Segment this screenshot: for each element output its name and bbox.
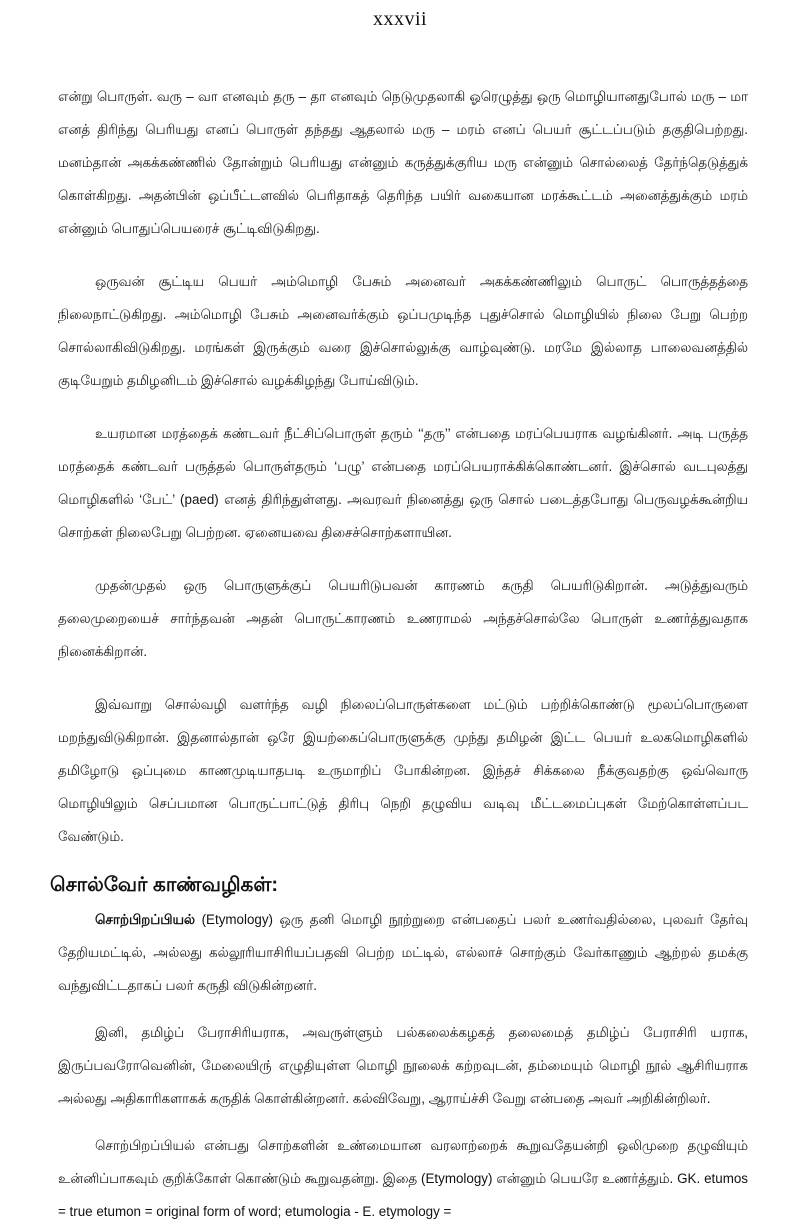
paragraph-3: உயரமான மரத்தைக் கண்டவர் நீட்சிப்பொருள் தரும் ‘‘தரு’’ என்பதை மரப்பெயராக வழங்கினர். அடி பருத்த மரத்தைக் கண்டவர் பருத்தல் பொருள்தரும் ‘பழு’ என்பதை மரப்பெயராக்கிக்கொண்டனர். இச்சொல் வடபுலத்து மொழிகளில் ‘பேட்’ (paed) எனத் திரிந்துள்ளது. அவரவர் நினைத்து ஒரு சொல் படைத்தபோது பெருவழக்கூன்றிய சொற்கள் நிலைபேறு பெற்றன. ஏனையவை திசைச்சொற்களாயின. (58, 426, 748, 540)
section-paragraph-1-text: (Etymology) ஒரு தனி மொழி நூற்றுறை என்பதைப் பலர் உணர்வதில்லை, புலவர் தேர்வு தேறியமட்டில், அல்லது கல்லூரியாசிரியப்பதவி பெற்ற மட்டில், எல்லாச் சொற்கும் வேர்காணும் ஆற்றல் தமக்கு வந்துவிட்டதாகப் பலர் கருதி விடுகின்றனர். (58, 912, 748, 993)
section-paragraph-1 (58, 903, 748, 1002)
paragraph-1: என்று பொருள். வரு – வா எனவும் தரு – தா எனவும் நெடுமுதலாகி ஓரெழுத்து ஒரு மொழியானதுபோல் மரு – மா எனத் திரிந்து பெரியது எனப் பொருள் தந்தது ஆதலால் மரு – மரம் எனப் பெயர் சூட்டப்படும் தகுதிபெற்றது. மனம்தான் அகக்கண்ணில் தோன்றும் பெரியது என்னும் கருத்துக்குரிய மரு என்னும் சொல்லைத் தேர்ந்தெடுத்துக் கொள்கிறது. அதன்பின் ஒப்பீட்டளவில் பெரிதாகத் தெரிந்த பயிர் வகையான மரக்கூட்டம் அனைத்துக்கும் மரம் என்னும் பொதுப்பெயரைச் சூட்டிவிடுகிறது. (58, 89, 748, 236)
page-number: xxxvii (372, 8, 428, 30)
etymology-term: சொற்பிறப்பியல் (95, 912, 196, 927)
paragraph-2: ஒருவன் சூட்டிய பெயர் அம்மொழி பேசும் அனைவர் அகக்கண்ணிலும் பொருட் பொருத்தத்தை நிலைநாட்டுகிறது. அம்மொழி பேசும் அனைவர்க்கும் ஒப்பமுடிந்த புதுச்சொல் மொழியில் நிலை பேறு பெற்ற சொல்லாகிவிடுகிறது. மரங்கள் இருக்கும் வரை இச்சொல்லுக்கு வாழ்வுண்டு. மரமே இல்லாத பாலைவனத்தில் குடியேறும் தமிழனிடம் இச்சொல் வழக்கிழந்து போய்விடும். (58, 274, 748, 388)
page-body (50, 80, 748, 1228)
section-paragraph-2: இனி, தமிழ்ப் பேராசிரியராக, அவருள்ளும் பல்கலைக்கழகத் தலைமைத் தமிழ்ப் பேராசிரி யராக, இருப்பவரோவெனின், மேலையிரு் எழுதியுள்ள மொழி நூலைக் கற்றவுடன், தம்மையும் மொழி நூல் ஆசிரியராக அல்லது அதிகாரிகளாகக் கருதிக் கொள்கின்றனர். கல்விவேறு, ஆராய்ச்சி வேறு என்பதை அவர் அறிகின்றிலர். (58, 1025, 748, 1106)
section-heading: சொல்வேர் காண்வழிகள்: (50, 874, 279, 896)
paragraph-4: முதன்முதல் ஒரு பொருளுக்குப் பெயரிடுபவன் காரணம் கருதி பெயரிடுகிறான். அடுத்துவரும் தலைமுறையைச் சார்ந்தவன் அதன் பொருட்காரணம் உணராமல் அந்தச்சொல்லே பொருள் உணர்த்துவதாக நினைக்கிறான். (58, 578, 748, 659)
paragraph-5: இவ்வாறு சொல்வழி வளர்ந்த வழி நிலைப்பொருள்களை மட்டும் பற்றிக்கொண்டு மூலப்பொருளை மறந்துவிடுகிறான். இதனால்தான் ஒரே இயற்கைப்பொருளுக்கு முந்து தமிழன் இட்ட பெயர் உலகமொழிகளில் தமிழோடு ஒப்புமை காணமுடியாதபடி உருமாறிப் போகின்றன. இந்தச் சிக்கலை நீக்குவதற்கு ஒவ்வொரு மொழியிலும் செப்பமான பொருட்பாட்டுத் திரிபு நெறி தழுவிய வடிவு மீட்டமைப்புகள் மேற்கொள்ளப்பட வேண்டும். (58, 697, 748, 844)
section-paragraph-3: சொற்பிறப்பியல் என்பது சொற்களின் உண்மையான வரலாற்றைக் கூறுவதேயன்றி ஒலிமுறை தழுவியும் உன்னிப்பாகவும் குறிக்கோள் கொண்டும் கூறுவதன்று. இதை (Etymology) என்னும் பெயரே உணர்த்தும். GK. etumos = true etumon = original form of word; etumologia - E. etymology = (58, 1138, 748, 1219)
